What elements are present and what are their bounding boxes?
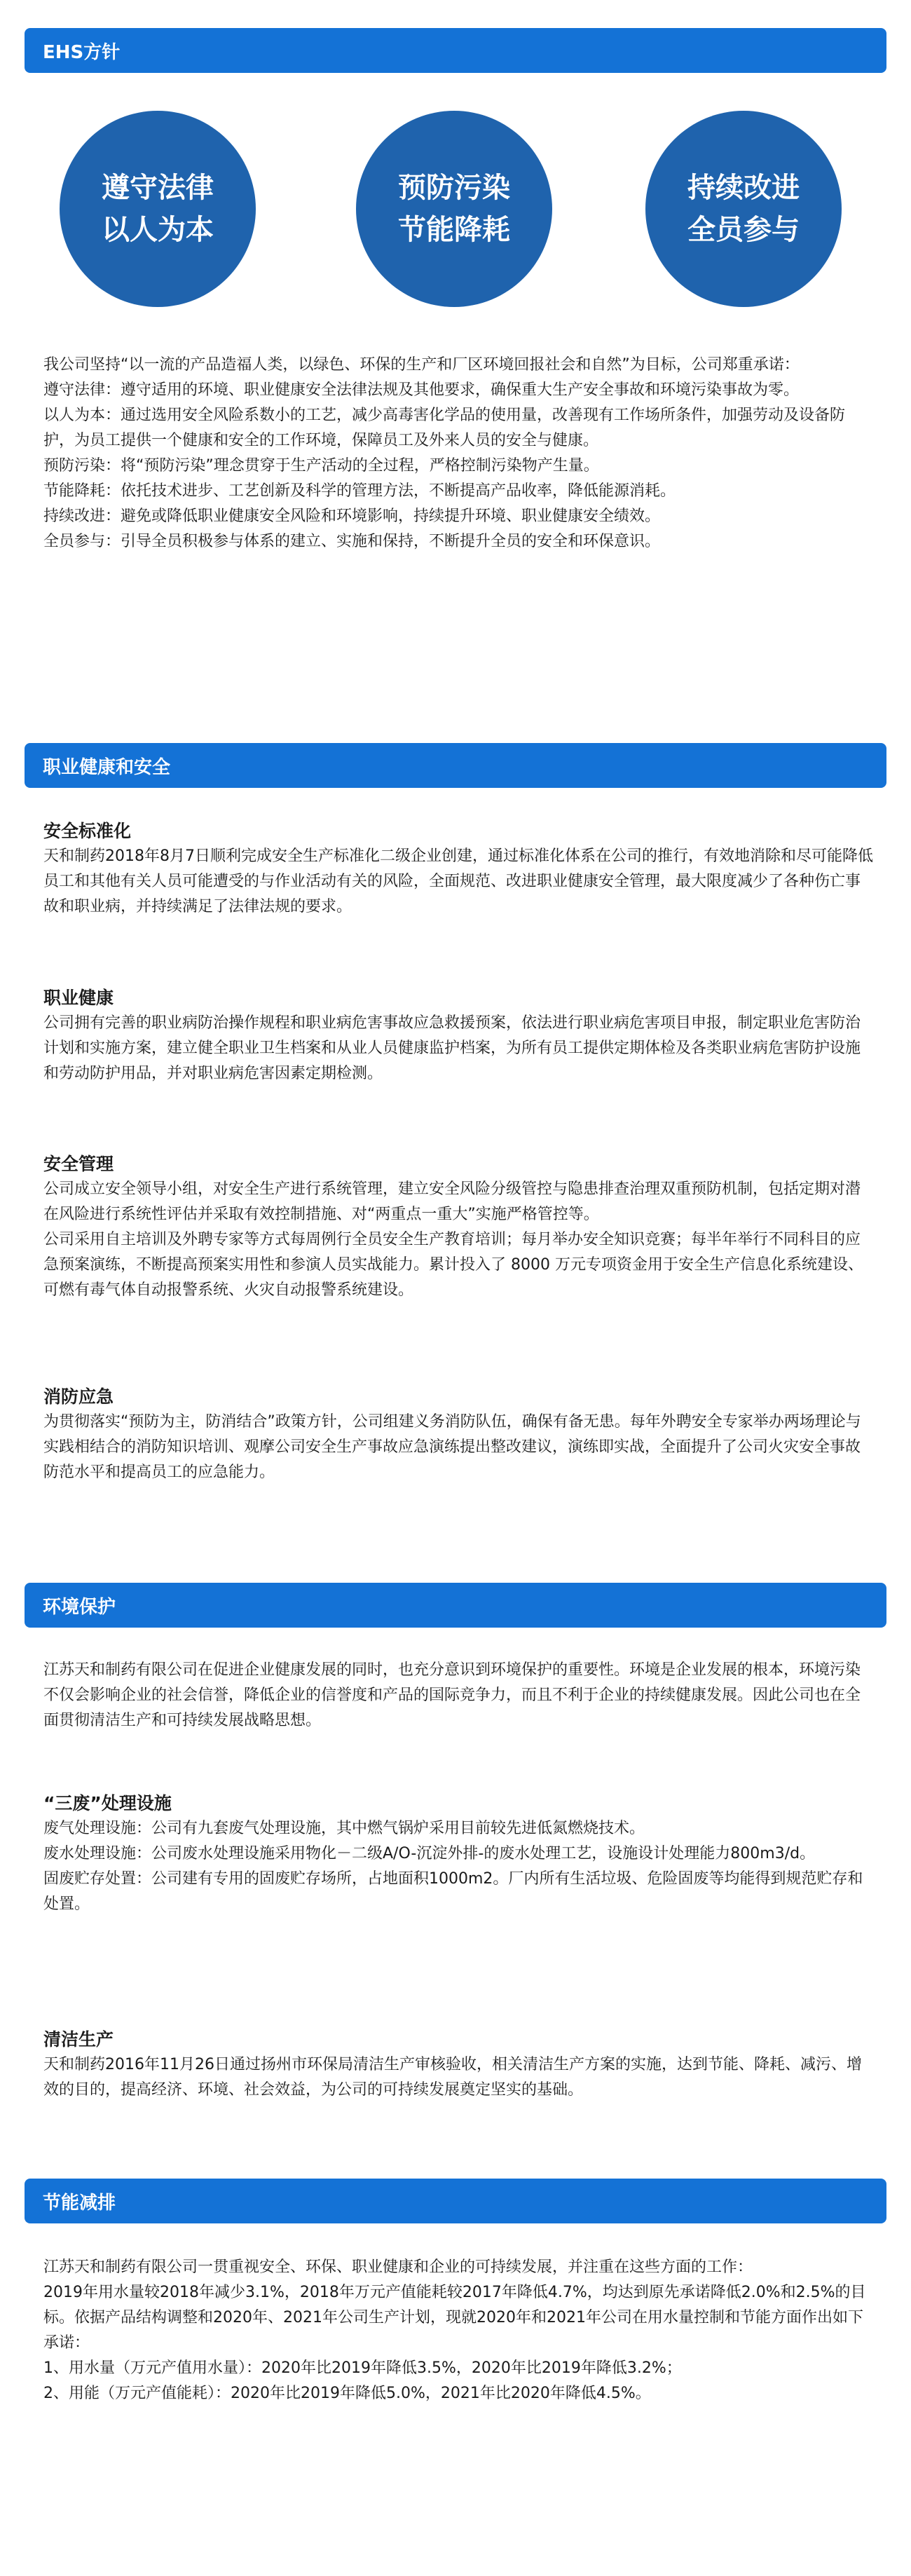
paragraph: 预防污染：将“预防污染”理念贯穿于生产活动的全过程，严格控制污染物产生量。	[43, 457, 599, 475]
section-title: 环境保护	[43, 1596, 116, 1618]
paragraph: 2、用能（万元产值能耗）：2020年比2019年降低5.0%，2021年比2020年降低4.5%。	[43, 2385, 651, 2402]
circle-line: 遵守法律	[102, 172, 214, 204]
paragraph: 废水处理设施：公司废水处理设施采用物化－二级A/O-沉淀外排-的废水处理工艺，设施设计处理能力800m3/d。	[43, 1845, 816, 1862]
circle-line: 全员参与	[687, 214, 800, 246]
policy-circle-1	[60, 111, 256, 307]
policy-circle-2	[356, 111, 552, 307]
section-header-env	[25, 1583, 886, 1628]
paragraph: 江苏天和制药有限公司在促进企业健康发展的同时，也充分意识到环境保护的重要性。环境是企业发展的根本，环境污染不仅会影响企业的社会信誉，降低企业的信誉度和产品的国际竞争力，而且不利于企业的持续健康发展。因此公司也在全面贯彻清洁生产和可持续发展战略思想。	[43, 1661, 861, 1729]
paragraph: 为贯彻落实“预防为主，防消结合”政策方针，公司组建义务消防队伍，确保有备无患。每年外聘安全专家举办两场理论与实践相结合的消防知识培训、观摩公司安全生产事故应急演练提出整改建议，演练即实战，全面提升了公司火灾安全事故防范水平和提高员工的应急能力。	[43, 1413, 861, 1481]
safety-standardization	[43, 819, 874, 920]
subsection-heading: 消防应急	[43, 1386, 114, 1407]
three-waste	[43, 1791, 874, 1917]
env-intro	[43, 1658, 874, 1733]
subsection-heading: 安全管理	[43, 1154, 114, 1174]
fire-emergency	[43, 1384, 874, 1485]
section-title: 节能减排	[43, 2192, 116, 2214]
paragraph: 遵守法律：遵守适用的环境、职业健康安全法律法规及其他要求，确保重大生产安全事故和环境污染事故为零。	[43, 381, 800, 399]
paragraph: 以人为本：通过选用安全风险系数小的工艺，减少高毒害化学品的使用量，改善现有工作场所条件，加强劳动及设备防护，为员工提供一个健康和安全的工作环境，保障员工及外来人员的安全与健康。	[43, 407, 846, 449]
paragraph: 节能降耗：依托技术进步、工艺创新及科学的管理方法，不断提高产品收率，降低能源消耗。	[43, 482, 676, 500]
subsection-heading: 清洁生产	[43, 2029, 114, 2050]
circle-line: 节能降耗	[398, 214, 510, 246]
clean-production	[43, 2027, 874, 2103]
paragraph: 公司成立安全领导小组，对安全生产进行系统管理，建立安全风险分级管控与隐患排查治理双重预防机制，包括定期对潜在风险进行系统性评估并采取有效控制措施、对“两重点一重大”实施严格管控等。	[43, 1180, 861, 1223]
paragraph: 2019年用水量较2018年减少3.1%，2018年万元产值能耗较2017年降低4.7%，均达到原先承诺降低2.0%和2.5%的目标。依据产品结构调整和2020年、2021年公司生产计划，现就2020年和2021年公司在用水量控制和节能方面作出如下承诺：	[43, 2284, 866, 2352]
section-header-energy	[25, 2179, 886, 2223]
paragraph: 1、用水量（万元产值用水量）：2020年比2019年降低3.5%，2020年比2019年降低3.2%；	[43, 2359, 682, 2377]
paragraph: 天和制药2016年11月26日通过扬州市环保局清洁生产审核验收，相关清洁生产方案的实施，达到节能、降耗、减污、增效的目的，提高经济、环境、社会效益，为公司的可持续发展奠定坚实的基础。	[43, 2056, 862, 2099]
subsection-heading: “三废”处理设施	[43, 1793, 172, 1813]
section-title: EHS方针	[43, 41, 121, 63]
paragraph: 持续改进：避免或降低职业健康安全风险和环境影响，持续提升环境、职业健康安全绩效。	[43, 507, 661, 525]
circle-line: 预防污染	[398, 172, 510, 204]
section-header-ohs	[25, 743, 886, 788]
section-title: 职业健康和安全	[43, 756, 171, 778]
subsection-heading: 安全标准化	[43, 821, 132, 841]
paragraph: 全员参与：引导全员积极参与体系的建立、实施和保持，不断提升全员的安全和环保意识。	[43, 533, 661, 550]
paragraph: 废气处理设施：公司有九套废气处理设施，其中燃气锅炉采用目前较先进低氮燃烧技术。	[43, 1820, 645, 1837]
energy-text	[43, 2255, 874, 2406]
section-header-ehs	[25, 28, 886, 73]
paragraph: 固废贮存处置：公司建有专用的固废贮存场所，占地面积1000m2。厂内所有生活垃圾、危险固废等均能得到规范贮存和处置。	[43, 1870, 863, 1913]
safety-management	[43, 1152, 874, 1303]
paragraph: 我公司坚持“以一流的产品造福人类，以绿色、环保的生产和厂区环境回报社会和自然”为目标，公司郑重承诺：	[43, 356, 800, 374]
circle-line: 以人为本	[102, 214, 214, 246]
paragraph: 江苏天和制药有限公司一贯重视安全、环保、职业健康和企业的可持续发展，并注重在这些方面的工作：	[43, 2258, 753, 2276]
subsection-heading: 职业健康	[43, 988, 114, 1008]
paragraph: 公司拥有完善的职业病防治操作规程和职业病危害事故应急救援预案，依法进行职业病危害项目申报，制定职业危害防治计划和实施方案，建立健全职业卫生档案和从业人员健康监护档案，为所有员工提供定期体检及各类职业病危害防护设施和劳动防护用品，并对职业病危害因素定期检测。	[43, 1014, 861, 1082]
paragraph: 公司采用自主培训及外聘专家等方式每周例行全员安全生产教育培训；每月举办安全知识竞赛；每半年举行不同科目的应急预案演练，不断提高预案实用性和参演人员实战能力。累计投入了 8000 万元专项资金用于安全生产信息化系统建设、可燃有毒气体自动报警系统、火灾自动报警系统建设。	[43, 1231, 863, 1299]
circle-line: 持续改进	[687, 172, 800, 204]
occupational-health	[43, 986, 874, 1086]
paragraph: 天和制药2018年8月7日顺利完成安全生产标准化二级企业创建，通过标准化体系在公司的推行，有效地消除和尽可能降低员工和其他有关人员可能遭受的与作业活动有关的风险，全面规范、改进职业健康安全管理，最大限度减少了各种伤亡事故和职业病，并持续满足了法律法规的要求。	[43, 847, 873, 915]
ehs-policy-text	[43, 353, 874, 554]
policy-circle-3	[645, 111, 842, 307]
